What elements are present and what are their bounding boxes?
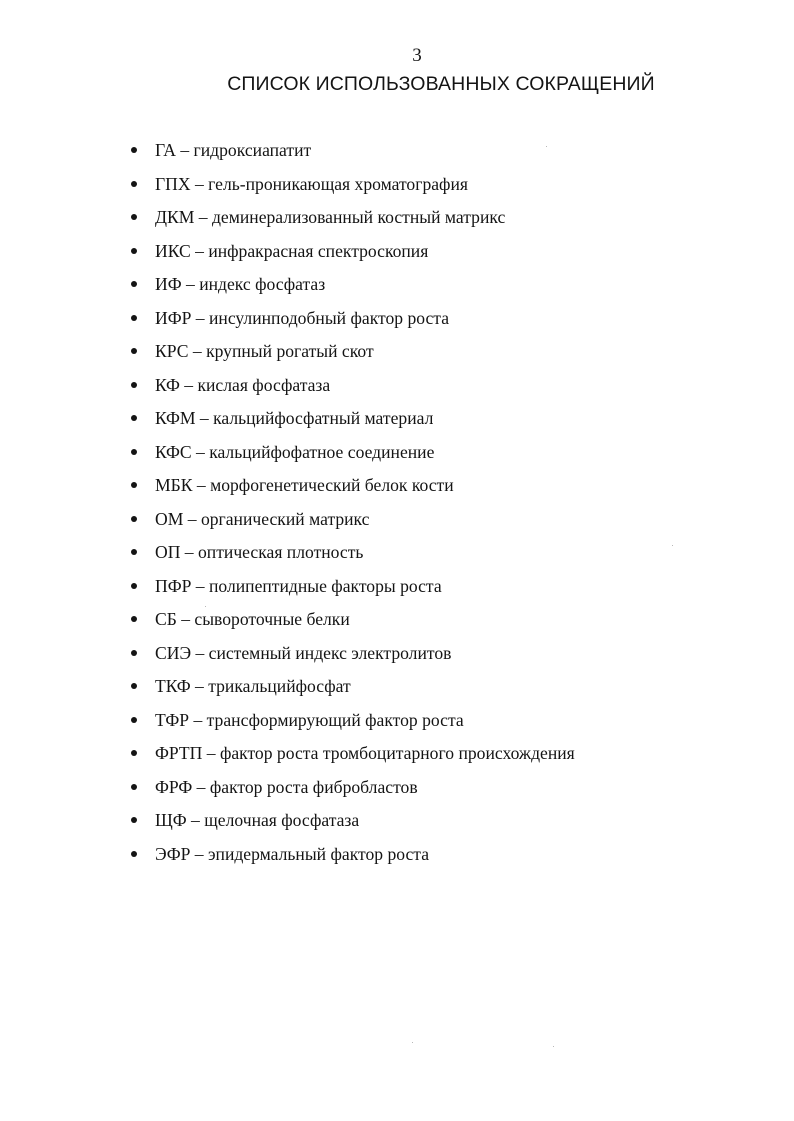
- abbreviation-text: ТКФ – трикальцийфосфат: [155, 676, 351, 696]
- abbreviation-text: ДКМ – деминерализованный костный матрикс: [155, 207, 506, 227]
- abbreviation-text: ФРТП – фактор роста тромбоцитарного происхождения: [155, 743, 575, 763]
- abbreviation-text: ОМ – органический матрикс: [155, 508, 370, 529]
- list-item: [126, 240, 575, 274]
- scan-speck: [546, 146, 547, 147]
- abbreviation-text: ГПХ – гель-проникающая хроматография: [155, 173, 468, 194]
- bullet-icon: [131, 817, 137, 823]
- page-title: СПИСОК ИСПОЛЬЗОВАННЫХ СОКРАЩЕНИЙ: [227, 73, 655, 95]
- bullet-icon: [131, 181, 137, 187]
- list-item: [126, 206, 575, 240]
- bullet-icon: [131, 482, 137, 488]
- list-item: [126, 608, 575, 642]
- bullet-icon: [131, 449, 137, 455]
- abbreviation-text: ОП – оптическая плотность: [155, 542, 364, 562]
- bullet-icon: [131, 549, 137, 555]
- list-item: [126, 307, 575, 341]
- bullet-icon: [131, 616, 137, 622]
- abbreviation-text: ТФР – трансформирующий фактор роста: [155, 709, 464, 730]
- abbreviation-text: СИЭ – системный индекс электролитов: [155, 642, 452, 663]
- page-number: 3: [412, 45, 422, 66]
- bullet-icon: [131, 650, 137, 656]
- abbreviation-text: КФМ – кальцийфосфатный материал: [155, 408, 434, 428]
- bullet-icon: [131, 750, 137, 756]
- list-item: [126, 541, 575, 575]
- list-item: [126, 407, 575, 441]
- list-item: [126, 575, 575, 609]
- bullet-icon: [131, 583, 137, 589]
- list-item: [126, 809, 575, 843]
- bullet-icon: [131, 214, 137, 220]
- abbreviation-text: ИФ – индекс фосфатаз: [155, 274, 326, 294]
- list-item: [126, 709, 575, 743]
- list-item: [126, 474, 575, 508]
- bullet-icon: [131, 248, 137, 254]
- bullet-icon: [131, 516, 137, 522]
- list-item: [126, 742, 575, 776]
- bullet-icon: [131, 683, 137, 689]
- list-item: [126, 642, 575, 676]
- list-item: [126, 139, 575, 173]
- scan-speck: [205, 606, 206, 607]
- list-item: [126, 776, 575, 810]
- list-item: [126, 173, 575, 207]
- list-item: [126, 675, 575, 709]
- bullet-icon: [131, 315, 137, 321]
- abbreviation-text: МБК – морфогенетический белок кости: [155, 475, 454, 495]
- abbreviation-text: ПФР – полипептидные факторы роста: [155, 575, 442, 596]
- scan-speck: [672, 545, 673, 546]
- bullet-icon: [131, 382, 137, 388]
- abbreviation-text: СБ – сывороточные белки: [155, 609, 350, 629]
- scan-speck: [412, 1042, 413, 1043]
- abbreviation-list: [126, 139, 575, 876]
- abbreviation-text: КФС – кальцийфофатное соединение: [155, 441, 435, 462]
- bullet-icon: [131, 281, 137, 287]
- abbreviation-text: ГА – гидроксиапатит: [155, 140, 312, 160]
- bullet-icon: [131, 348, 137, 354]
- abbreviation-text: ФРФ – фактор роста фибробластов: [155, 776, 418, 797]
- list-item: [126, 273, 575, 307]
- bullet-icon: [131, 717, 137, 723]
- list-item: [126, 441, 575, 475]
- bullet-icon: [131, 851, 137, 857]
- abbreviation-text: ЩФ – щелочная фосфатаза: [155, 810, 360, 830]
- bullet-icon: [131, 415, 137, 421]
- list-item: [126, 843, 575, 877]
- scan-speck: [553, 1046, 554, 1047]
- abbreviation-text: КФ – кислая фосфатаза: [155, 374, 331, 395]
- abbreviation-text: ЭФР – эпидермальный фактор роста: [155, 843, 430, 864]
- list-item: [126, 508, 575, 542]
- list-item: [126, 374, 575, 408]
- abbreviation-text: ИКС – инфракрасная спектроскопия: [155, 240, 429, 261]
- abbreviation-text: ИФР – инсулинподобный фактор роста: [155, 307, 450, 328]
- bullet-icon: [131, 147, 137, 153]
- list-item: [126, 340, 575, 374]
- abbreviation-text: КРС – крупный рогатый скот: [155, 341, 374, 361]
- bullet-icon: [131, 784, 137, 790]
